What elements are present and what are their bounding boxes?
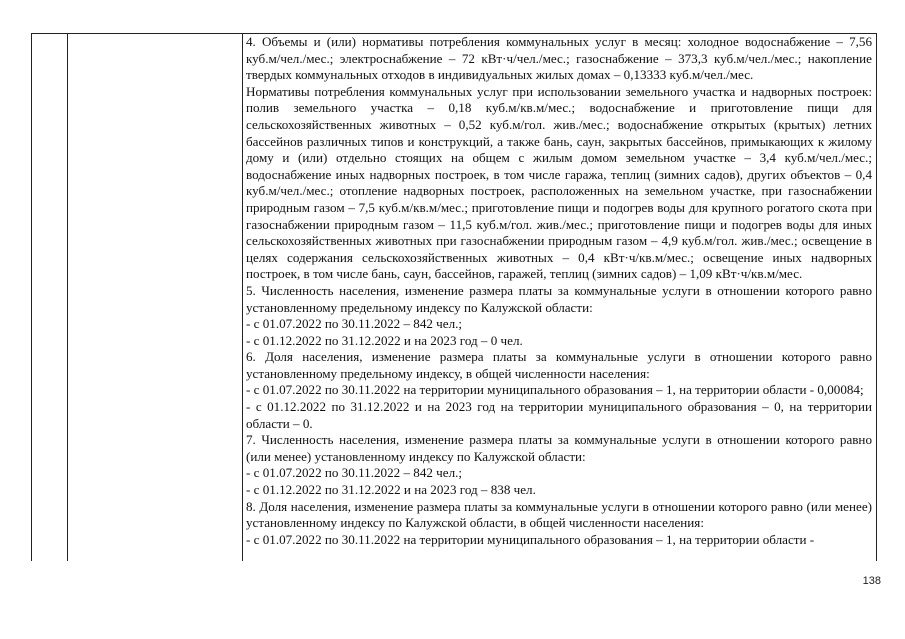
paragraph-item-4: 4. Объемы и (или) нормативы потребления коммунальных услуг в месяц: холодное водоснабжение – 7,56 куб.м/чел./мес.; электроснабжение – 72 кВт·ч/чел./мес.; газоснабжение – 373,3 куб.м/чел./мес.; накопление твердых коммунальных отходов в индивидуальных жилых домах – 0,13333 куб.м/чел./мес. xyxy=(246,34,872,83)
column-divider-1 xyxy=(67,34,68,561)
column-divider-2 xyxy=(242,34,243,561)
paragraph-item-7-period-2: - с 01.12.2022 по 31.12.2022 и на 2023 год – 838 чел. xyxy=(246,482,536,498)
paragraph-item-8: 8. Доля населения, изменение размера платы за коммунальные услуги в отношении которого равно (или менее) установленному индексу по Калужской области, в общей численности населения: xyxy=(246,498,872,531)
paragraph-item-5-period-2: - с 01.12.2022 по 31.12.2022 и на 2023 год – 0 чел. xyxy=(246,332,523,348)
paragraph-item-8-period-1: - с 01.07.2022 по 30.11.2022 на территории муниципального образования – 1, на территории области - xyxy=(246,531,815,547)
paragraph-item-6-period-1: - с 01.07.2022 по 30.11.2022 на территории муниципального образования – 1, на территории области - 0,00084; xyxy=(246,382,864,398)
paragraph-item-7-period-1: - с 01.07.2022 по 30.11.2022 – 842 чел.; xyxy=(246,465,463,481)
page-number: 138 xyxy=(862,575,881,587)
paragraph-item-5: 5. Численность населения, изменение размера платы за коммунальные услуги в отношении которого равно установленному предельному индексу по Калужской области: xyxy=(246,282,872,315)
paragraph-item-5-period-1: - с 01.07.2022 по 30.11.2022 – 842 чел.; xyxy=(246,316,463,332)
table-content-cell xyxy=(246,34,872,548)
paragraph-item-6-period-2: - с 01.12.2022 по 31.12.2022 и на 2023 год на территории муниципального образования – 0, на территории области – 0. xyxy=(246,399,872,431)
paragraph-norms-land: Нормативы потребления коммунальных услуг при использовании земельного участка и надворных построек: полив земельного участка – 0,18 куб.м/кв.м/мес.; водоснабжение и приготовление пищи для сельскохозяйственных животных – 0,52 куб.м/гол. жив./мес.; водоснабжение открытых (крытых) летних бассейнов различных типов и конструкций, а также бань, саун, закрытых бассейнов, примыкающих к жилому дому и (или) отдельно стоящих на общем с жилым домом земельном участке – 3,4 куб.м/чел./мес.; водоснабжение иных надворных построек, в том числе гаража, теплиц (зимних садов), других объектов – 0,4 куб.м/чел./мес.; отопление надворных построек, расположенных на земельном участке, при газоснабжении природным газом – 7,5 куб.м/кв.м/мес.; приготовление пищи и подогрев воды для крупного рогатого скота при газоснабжении природным газом – 11,5 куб.м/гол. жив./мес.; приготовление пищи и подогрев воды для иных сельскохозяйственных животных при газоснабжении природным газом – 4,9 куб.м/гол. жив./мес.; освещение в целях содержания сельскохозяйственных животных – 0,4 кВт·ч/кв.м/мес.; освещение иных надворных построек, в том числе бань, саун, бассейнов, гаражей, теплиц (зимних садов) – 1,09 кВт·ч/кв.м/мес. xyxy=(246,83,872,282)
paragraph-item-6: 6. Доля населения, изменение размера платы за коммунальные услуги в отношении которого равно установленному предельному индексу, в общей численности населения: xyxy=(246,349,872,381)
paragraph-item-7: 7. Численность населения, изменение размера платы за коммунальные услуги в отношении которого равно (или менее) установленному индексу по Калужской области: xyxy=(246,432,872,464)
